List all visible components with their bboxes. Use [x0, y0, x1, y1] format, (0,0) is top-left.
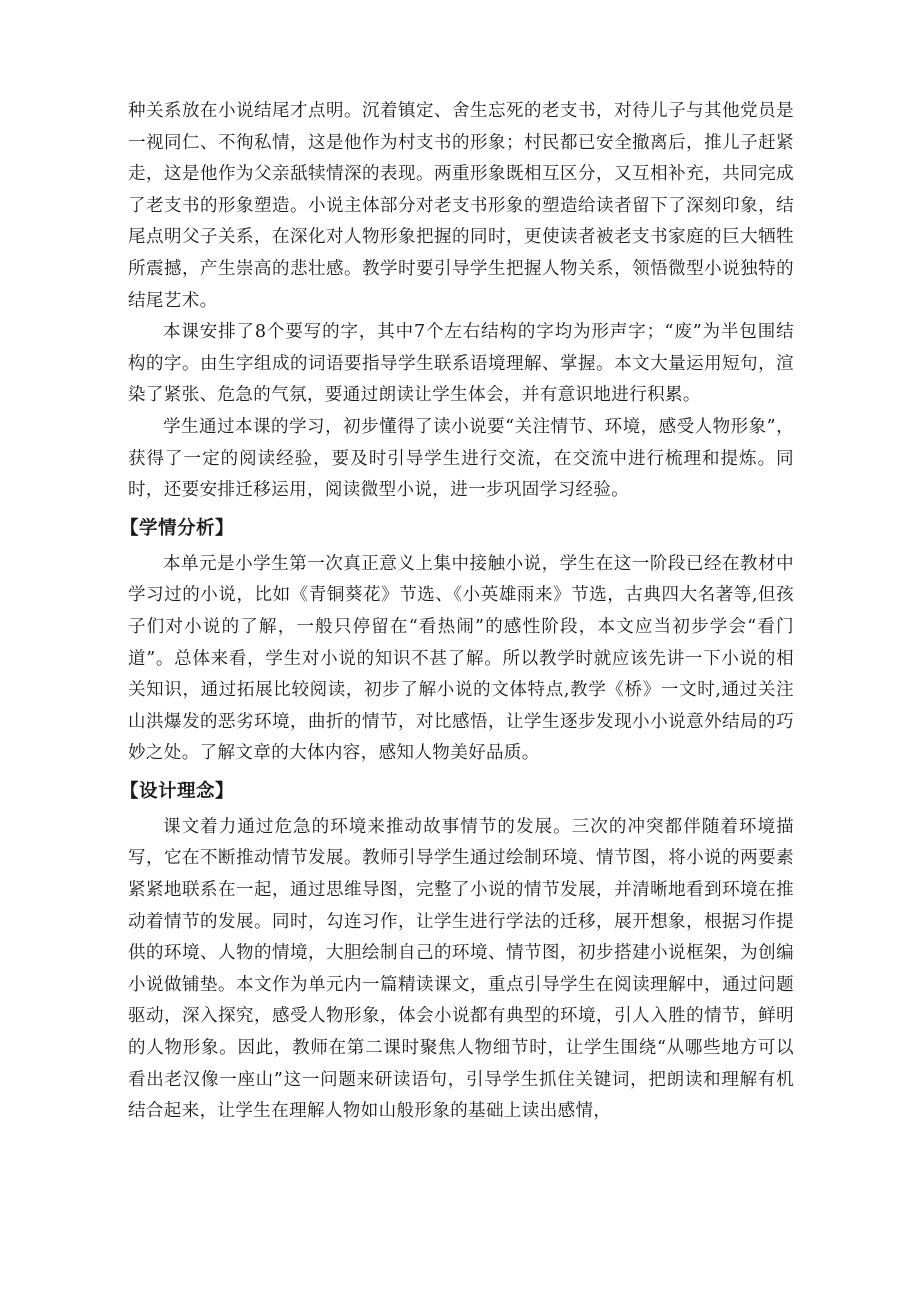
learning-analysis-paragraph: 本单元是小学生第一次真正意义上集中接触小说，学生在这一阶段已经在教材中学习过的小说，比如《青铜葵花》节选、《小英雄雨来》节选，古典四大名著等,但孩子们对小说的了解，一般只停留在“看热闹”的感性阶段，本文应当初步学会“看门道”。总体来看，学生对小说的知识不甚了解。所以教学时就应该先讲一下小说的相关知识，通过拓展比较阅读，初步了解小说的文体特点,教学《桥》一文时,通过关注山洪爆发的恶劣环境，曲折的情节，对比感悟，让学生逐步发现小小说意外结局的巧妙之处。了解文章的大体内容，感知人物美好品质。 — [128, 553, 794, 764]
document-page — [120, 96, 794, 1128]
intro-paragraph-2: 本课安排了8个要写的字，其中7个左右结构的字均为形声字；“废”为半包围结构的字。由生字组成的词语要指导学生联系语境理解、掌握。本文大量运用短句，渲染了紧张、危急的气氛，要通过朗读让学生体会，并有意识地进行积累。 — [128, 322, 794, 406]
intro-paragraph-1: 种关系放在小说结尾才点明。沉着镇定、舍生忘死的老支书，对待儿子与其他党员是一视同仁、不徇私情，这是他作为村支书的形象；村民都已安全撤离后，推儿子赶紧走，这是他作为父亲舐犊情深的表现。两重形象既相互区分，又互相补充，共同完成了老支书的形象塑造。小说主体部分对老支书形象的塑造给读者留下了深刻印象，结尾点明父子关系，在深化对人物形象把握的同时，更使读者被老支书家庭的巨大牺牲所震撼，产生崇高的悲壮感。教学时要引导学生把握人物关系，领悟微型小说独特的结尾艺术。 — [128, 101, 794, 311]
section-heading-learning-analysis: 【学情分析】 — [120, 517, 235, 539]
design-concept-paragraph: 课文着力通过危急的环境来推动故事情节的发展。三次的冲突都伴随着环境描写，它在不断推动情节发展。教师引导学生通过绘制环境、情节图，将小说的两要素紧紧地联系在一起，通过思维导图，完整了小说的情节发展，并清晰地看到环境在推动着情节的发展。同时，勾连习作，让学生进行学法的迁移，展开想象，根据习作提供的环境、人物的情境，大胆绘制自己的环境、情节图，初步搭建小说框架，为创编小说做铺垫。本文作为单元内一篇精读课文，重点引导学生在阅读理解中，通过问题驱动，深入探究，感受人物形象，体会小说都有典型的环境，引人入胜的情节，鲜明的人物形象。因此，教师在第二课时聚焦人物细节时，让学生围绕“从哪些地方可以看出老汉像一座山”这一问题来研读语句，引导学生抓住关键词，把朗读和理解有机结合起来，让学生在理解人物如山般形象的基础上读出感情， — [128, 816, 794, 1122]
section-heading-design-concept: 【设计理念】 — [120, 780, 235, 802]
intro-paragraph-3: 学生通过本课的学习，初步懂得了读小说要“关注情节、环境，感受人物形象”，获得了一定的阅读经验，要及时引导学生进行交流，在交流中进行梳理和提炼。同时，还要安排迁移运用，阅读微型小说，进一步巩固学习经验。 — [128, 416, 794, 501]
